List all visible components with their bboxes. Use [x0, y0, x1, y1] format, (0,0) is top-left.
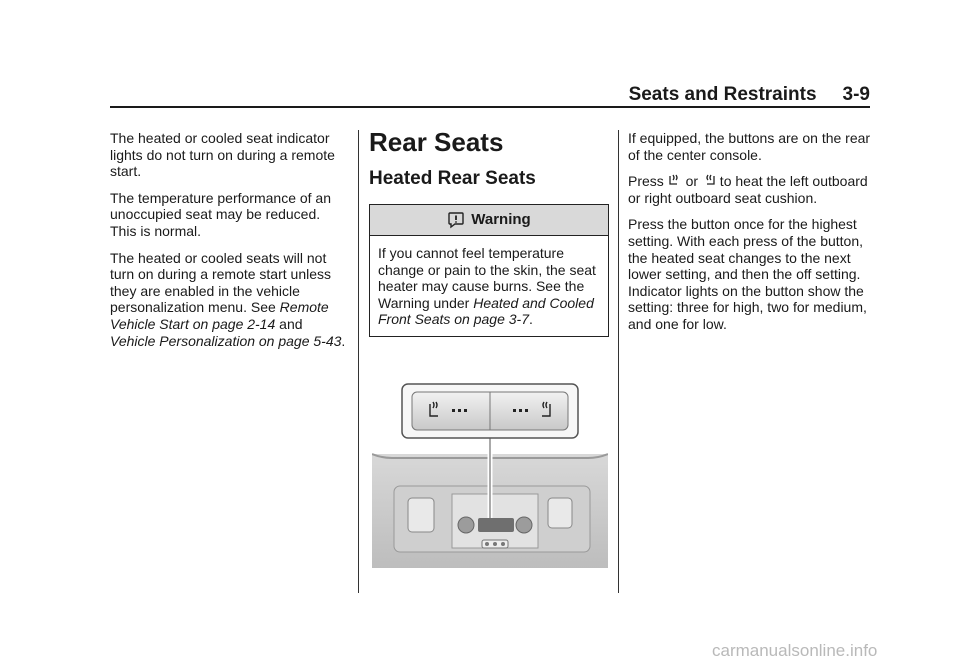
paragraph-indicator-lights: The heated or cooled seat indicator lights do not turn on during a remote start. — [110, 130, 335, 180]
warning-header — [370, 205, 608, 236]
header-rule — [110, 106, 870, 108]
page-header — [626, 84, 870, 106]
warning-icon — [447, 211, 465, 229]
link-vehicle-personalization[interactable]: Vehicle Personalization on page 5-43 — [110, 332, 342, 349]
column-divider-right — [618, 130, 619, 593]
section-title: Seats and Restraints — [628, 84, 817, 105]
paragraph-temperature: The temperature performance of an unoccupied seat may be reduced. This is normal. — [110, 189, 332, 239]
link-heated-cooled-front-seats[interactable]: Heated and Cooled Front Seats on page 3-7 — [378, 294, 594, 328]
paragraph-press-buttons: Press or to heat the left outboard or right outboard seat cushion. — [628, 173, 868, 206]
page-number: 3-9 — [842, 84, 870, 105]
column-1 — [110, 130, 346, 359]
watermark: carmanualsonline.info — [712, 641, 878, 660]
rear-seat-heater-buttons-photo — [372, 382, 608, 568]
subsection-heading: Heated Rear Seats — [369, 168, 536, 189]
right-heated-seat-icon — [702, 173, 716, 187]
column-divider-left — [358, 130, 359, 593]
paragraph-remote-start: The heated or cooled seats will not turn on during a remote start unless they are enabled in the vehicle personalization menu. See Remote Vehicle Start on page 2-14 and Vehicle Personalization on page 5-43. — [110, 249, 346, 349]
warning-text: If you cannot feel temperature change or pain to the skin, the seat heater may cause burns. See the Warning under Heated and Cooled Front Seats on page 3-7. — [378, 245, 596, 328]
section-heading: Rear Seats — [369, 127, 504, 157]
paragraph-settings: Press the button once for the highest setting. With each press of the button, the heated seat changes to the next lower setting, and then the off setting. Indicator lights on the button show the setting: three for high, two for medium, and one for low. — [628, 216, 867, 332]
left-heated-seat-icon — [668, 173, 682, 187]
paragraph-location: If equipped, the buttons are on the rear of the center console. — [628, 130, 871, 163]
column-2 — [369, 128, 611, 337]
link-remote-vehicle-start[interactable]: Remote Vehicle Start on page 2-14 — [110, 299, 329, 332]
column-3 — [628, 130, 872, 343]
warning-box — [369, 204, 609, 337]
warning-label: Warning — [471, 210, 531, 228]
